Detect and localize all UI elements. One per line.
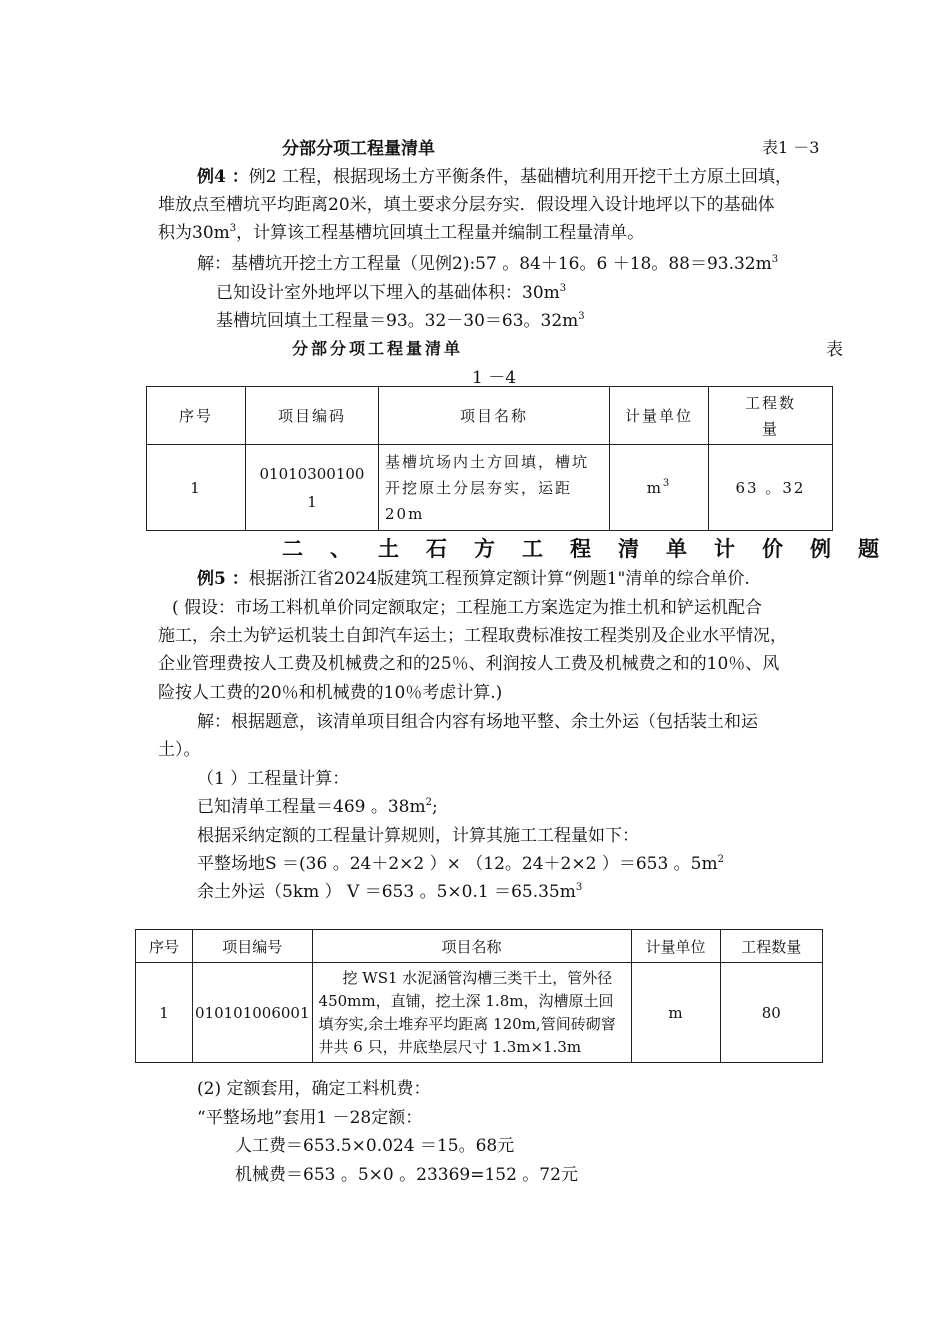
row-code: 010101006001 <box>193 963 313 1063</box>
table-row <box>136 963 823 1063</box>
header-cell: 项目名称 <box>312 930 631 963</box>
header-cell: 计量单位 <box>610 387 709 445</box>
row-name: 基槽坑场内土方回填，槽坑开挖原土分层夯实，运距20m <box>379 445 610 531</box>
row-code: 01010300100 1 <box>246 445 379 531</box>
list-title: 分部分项工程量清单 <box>282 139 435 159</box>
table-number: 1 －4 <box>472 368 517 388</box>
header-cell: 工程数量 <box>720 930 822 963</box>
example-5-paragraph: 例5 ：根据浙江省2024版建筑工程预算定额计算“例题1"清单的综合单价. <box>197 569 750 589</box>
text-line: 积为$30m^3$，计算该工程基槽坑回填土工程量并编制工程量清单。 <box>158 223 645 243</box>
step-heading: (2) 定额套用，确定工料机费： <box>197 1079 431 1099</box>
row-index: 1 <box>136 963 193 1063</box>
row-unit: m <box>631 963 720 1063</box>
text-line: 施工，余土为铲运机装土自卸汽车运土；工程取费标准按工程类别及企业水平情况， <box>158 626 787 646</box>
calc-line: 机械费＝653 。5×0 。23369=152 。72元 <box>235 1165 578 1185</box>
table-title: 分部分项工程量清单 <box>292 339 464 358</box>
table-number: 表 <box>826 340 843 360</box>
item-table <box>135 929 823 1063</box>
table-number: 表1 －3 <box>762 138 820 157</box>
row-index: 1 <box>147 445 246 531</box>
text-line: 土）。 <box>158 740 201 760</box>
header-cell: 项目编号 <box>193 930 313 963</box>
text-line: 险按人工费的20％和机械费的10％考虑计算.) <box>158 683 503 703</box>
row-unit: $m^3$ <box>610 445 709 531</box>
header-cell: 序号 <box>136 930 193 963</box>
bill-table <box>146 386 833 531</box>
calc-line: 人工费＝653.5×0.024 ＝15。68元 <box>235 1136 515 1156</box>
solution-line: 解：基槽坑开挖土方工程量（见例2):57 。84＋16。6 ＋18。$88=93.32m^3$ <box>197 254 779 274</box>
header-cell: 工程数 量 <box>709 387 833 445</box>
section-heading: 二、土石方工程清单计价例题 <box>282 536 906 561</box>
example-4-paragraph <box>197 162 792 187</box>
text-line: 例2 工程，根据现场土方平衡条件，基础槽坑利用开挖干土方原土回填， <box>248 167 792 187</box>
header-cell: 计量单位 <box>631 930 720 963</box>
header-cell: 项目名称 <box>379 387 610 445</box>
table-header-row <box>147 387 833 445</box>
calc-line: 已知清单工程量＝469 。$38m^2$; <box>197 797 438 817</box>
example-label: 例5 ： <box>197 569 249 589</box>
row-quantity: 80 <box>720 963 822 1063</box>
header-cell: 序号 <box>147 387 246 445</box>
text-line: 根据采纳定额的工程量计算规则，计算其施工工程量如下： <box>197 826 639 846</box>
calc-line: 平整场地S ＝(36 。24＋2×2 ）× （12。24＋2×2 ）＝653 。$5m^2$ <box>197 854 724 874</box>
text-line: ( 假设：市场工料机单价同定额取定；工程施工方案选定为推土机和铲运机配合 <box>172 598 763 618</box>
text-line: 解：根据题意，该清单项目组合内容有场地平整、余土外运（包括装土和运 <box>197 712 758 732</box>
text-line: “平整场地”套用1 －28定额： <box>197 1108 423 1128</box>
text-line: 堆放点至槽坑平均距离20米，填土要求分层夯实．假设埋入设计地坪以下的基础体 <box>158 195 775 215</box>
calc-line: 余土外运（5km ） V ＝653 。$5\times 0.1 =65.35m^3$ <box>197 882 583 902</box>
row-quantity: 63 。32 <box>709 445 833 531</box>
table-header-row <box>136 930 823 963</box>
header-cell: 项目编码 <box>246 387 379 445</box>
example-label: 例4 ： <box>197 167 249 187</box>
table-row <box>147 445 833 531</box>
text-line: 企业管理费按人工费及机械费之和的25％、利润按人工费及机械费之和的10％、风 <box>158 654 780 674</box>
step-heading: （1 ）工程量计算： <box>197 769 350 789</box>
solution-line: 基槽坑回填土工程量＝93。32－30＝63。$32m^3$ <box>216 311 585 331</box>
row-name: 挖 WS1 水泥涵管沟槽三类干土，管外径450mm，直铺，挖土深 1.8m，沟槽原土回填夯实,余土堆弃平均距离 120m,管间砖砌窨井共 6 只，井底垫层尺寸 1.3m×1.3m <box>312 963 631 1063</box>
solution-line: 已知设计室外地坪以下埋入的基础体积：$30m^3$ <box>216 283 567 303</box>
